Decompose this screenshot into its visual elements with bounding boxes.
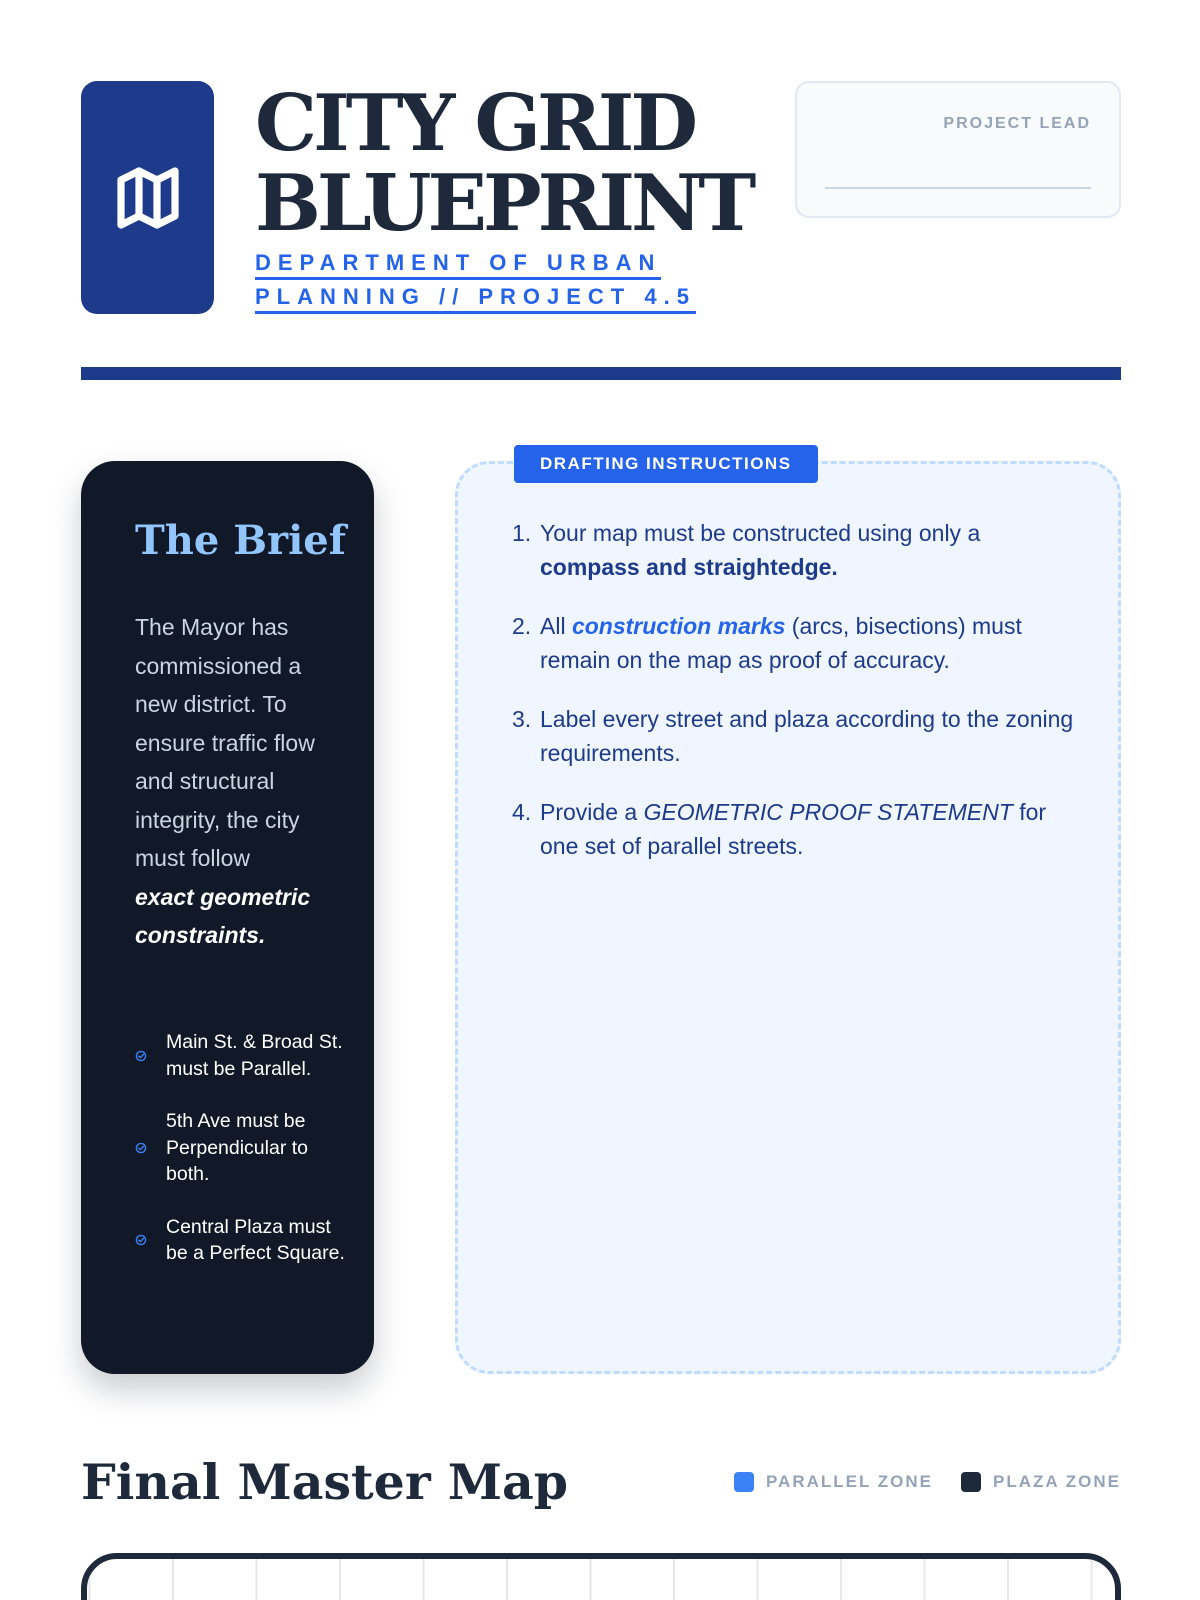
brief-emphasis: exact geometric constraints. xyxy=(135,883,311,948)
subtitle-line-2: PLANNING // PROJECT 4.5 xyxy=(255,284,696,314)
header-divider xyxy=(81,367,1121,380)
drafting-instructions-tag: DRAFTING INSTRUCTIONS xyxy=(514,445,818,483)
instruction-item xyxy=(512,516,1082,584)
legend-label: PARALLEL ZONE xyxy=(765,1472,934,1491)
map-grid xyxy=(87,1559,1115,1600)
constraint-item xyxy=(135,1214,350,1267)
instruction-text-part: (arcs, bisections) must remain on the map as proof of accuracy. xyxy=(540,613,1022,673)
constraint-item xyxy=(135,1029,350,1082)
instruction-strong: compass and straightedge. xyxy=(540,554,838,580)
check-circle-icon xyxy=(135,1050,166,1062)
project-logo xyxy=(81,81,214,314)
instruction-number: 2. xyxy=(512,613,532,639)
page-subtitle xyxy=(255,250,735,318)
title-line-1: CITY GRID xyxy=(255,78,695,169)
instruction-text xyxy=(540,795,1082,863)
instruction-text xyxy=(540,609,1082,677)
constraints-list xyxy=(135,1029,350,1293)
brief-panel xyxy=(81,461,374,1374)
instruction-item xyxy=(512,795,1082,863)
project-lead-field[interactable] xyxy=(825,187,1091,189)
project-lead-label: PROJECT LEAD xyxy=(943,115,1091,132)
master-map-canvas[interactable] xyxy=(81,1553,1121,1600)
subtitle-line-1: DEPARTMENT OF URBAN xyxy=(255,250,661,280)
constraint-item xyxy=(135,1108,350,1188)
instruction-text-part: Your map must be constructed using only a xyxy=(540,520,981,546)
instructions-list xyxy=(512,516,1082,888)
brief-body xyxy=(135,608,340,955)
instruction-italic: GEOMETRIC PROOF STATEMENT xyxy=(643,799,1013,825)
instruction-text xyxy=(540,516,1082,584)
instruction-highlight: construction marks xyxy=(571,613,786,639)
instruction-text: Label every street and plaza according to the zoning requirements. xyxy=(540,706,1074,766)
brief-title: The Brief xyxy=(135,517,346,564)
instruction-item xyxy=(512,609,1082,677)
constraint-text: Main St. & Broad St. must be Parallel. xyxy=(166,1031,343,1080)
drafting-instructions-panel xyxy=(455,454,1121,1374)
instruction-text-part: Provide a xyxy=(540,799,644,825)
map-section-title: Final Master Map xyxy=(81,1453,568,1511)
instruction-text-part: for one set of parallel streets. xyxy=(540,799,1047,859)
title-line-2: BLUEPRINT xyxy=(255,158,753,249)
instruction-number: 3. xyxy=(512,706,532,732)
legend-item-parallel-zone xyxy=(734,1472,933,1492)
page-title xyxy=(255,78,753,249)
brief-body-text: The Mayor has commissioned a new district. To ensure traffic flow and structural integrity, the city must follow xyxy=(135,614,315,871)
map-icon xyxy=(112,162,184,234)
instruction-number: 4. xyxy=(512,799,532,825)
legend-swatch xyxy=(961,1472,981,1492)
legend-label: PLAZA ZONE xyxy=(993,1472,1121,1491)
project-lead-card xyxy=(795,81,1121,218)
legend-swatch xyxy=(734,1472,754,1492)
constraint-text: Central Plaza must be a Perfect Square. xyxy=(166,1215,345,1264)
instruction-text-part: All xyxy=(540,613,572,639)
map-legend xyxy=(706,1472,1121,1492)
check-circle-icon xyxy=(135,1142,166,1154)
instruction-number: 1. xyxy=(512,520,532,546)
check-circle-icon xyxy=(135,1234,166,1246)
instruction-item xyxy=(512,702,1082,770)
legend-item-plaza-zone xyxy=(961,1472,1121,1492)
constraint-text: 5th Ave must be Perpendicular to both. xyxy=(166,1110,309,1185)
